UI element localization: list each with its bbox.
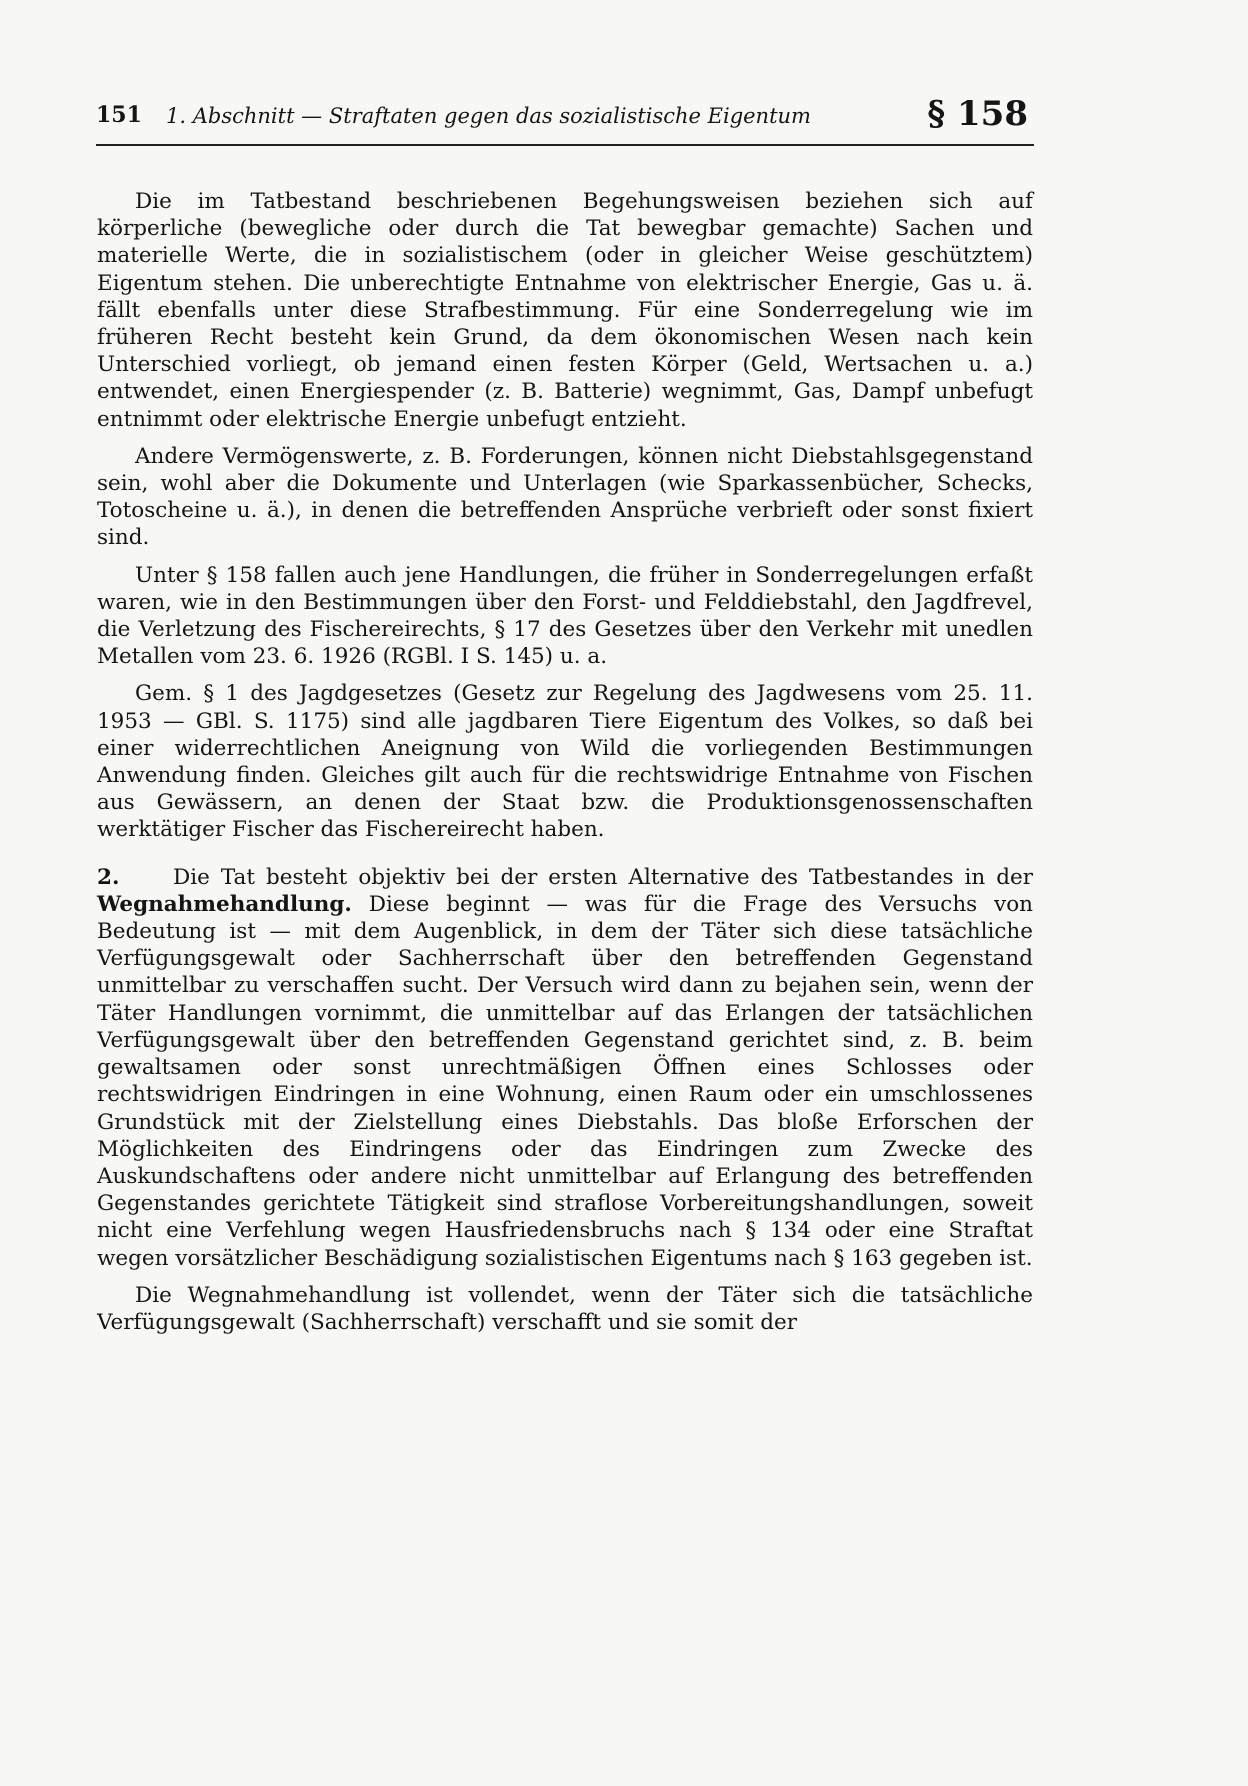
section-intro-text: Die Tat besteht objektiv bei der ersten Alternative des Tatbestandes in der xyxy=(173,864,1033,890)
paragraph: Die im Tatbestand beschriebenen Begehungsweisen beziehen sich auf körperliche (bewegliche oder durch die Tat bewegbar gemachte) Sachen und materielle Werte, die in sozialistischem (oder in gleicher Weise geschütztem) Eigentum stehen. Die unberechtigte Entnahme von elektrischer Energie, Gas u. ä. fällt ebenfalls unter diese Strafbestimmung. Für eine Sonderregelung wie im früheren Recht besteht kein Grund, da dem ökonomischen Wesen nach kein Unterschied vorliegt, ob jemand einen festen Körper (Geld, Wertsachen u. a.) entwendet, einen Energiespender (z. B. Batterie) wegnimmt, Gas, Dampf unbefugt entnimmt oder elektrische Energie unbefugt entzieht. xyxy=(97,189,1033,432)
paragraph: Andere Vermögenswerte, z. B. Forderungen, können nicht Diebstahlsgegenstand sein, wohl aber die Dokumente und Unterlagen (wie Sparkassenbücher, Schecks, Totoscheine u. ä.), in denen die betreffenden Ansprüche verbrieft oder sonst fixiert sind. xyxy=(97,443,1033,551)
body-text xyxy=(97,188,1033,1346)
section-body-text: Diese beginnt — was für die Frage des Versuchs von Bedeutung ist — mit dem Augenblick, in dem der Täter sich diese tatsächliche Verfügungsgewalt oder Sachherrschaft über den betreffenden Gegenstand unmittelbar zu verschaffen sucht. Der Versuch wird dann zu bejahen sein, wenn der Täter Handlungen vornimmt, die unmittelbar auf das Erlangen der tatsächlichen Verfügungsgewalt über den betreffenden Gegenstand gerichtet sind, z. B. beim gewaltsamen oder sonst unrechtmäßigen Öffnen eines Schlosses oder rechtswidrigen Eindringen in eine Wohnung, einen Raum oder ein umschlossenes Grundstück mit der Zielstellung eines Diebstahls. Das bloße Erforschen der Möglichkeiten des Eindringens oder das Eindringen zum Zwecke des Auskundschaftens oder andere nicht unmittelbar auf Erlangung des betreffenden Gegenstandes gerichtete Tätigkeit sind straflose Vorbereitungshandlungen, soweit nicht eine Verfehlung wegen Hausfriedensbruchs nach § 134 oder eine Straftat wegen vorsätzlicher Beschädigung sozialistischen Eigentums nach § 163 gegeben ist. xyxy=(97,891,1033,1271)
paragraph: Unter § 158 fallen auch jene Handlungen, die früher in Sonderregelungen erfaßt waren, wie in den Bestimmungen über den Forst- und Felddiebstahl, den Jagdfrevel, die Verletzung des Fischereirechts, § 17 des Gesetzes über den Verkehr mit unedlen Metallen vom 23. 6. 1926 (RGBl. I S. 145) u. a. xyxy=(97,562,1033,670)
section-paragraph-2 xyxy=(97,864,1033,1272)
page-header xyxy=(96,96,1034,146)
section-number: § 158 xyxy=(927,94,1028,134)
section-number-label: 2. xyxy=(97,864,120,890)
page-number: 151 xyxy=(96,102,142,128)
paragraph: Die Wegnahmehandlung ist vollendet, wenn der Täter sich die tatsächliche Verfügungsgewalt (Sachherrschaft) verschafft und sie somit der xyxy=(97,1282,1033,1335)
paragraph: Gem. § 1 des Jagdgesetzes (Gesetz zur Regelung des Jagdwesens vom 25. 11. 1953 — GBl. S. 1175) sind alle jagdbaren Tiere Eigentum des Volkes, so daß bei einer widerrechtlichen Aneignung von Wild die vorliegenden Bestimmungen Anwendung finden. Gleiches gilt auch für die rechtswidrige Entnahme von Fischen aus Gewässern, an denen der Staat bzw. die Produktionsgenossenschaften werktätiger Fischer das Fischereirecht haben. xyxy=(97,681,1033,843)
running-head: 1. Abschnitt — Straftaten gegen das sozialistische Eigentum xyxy=(166,104,811,128)
emphasized-term: Wegnahmehandlung. xyxy=(97,891,352,917)
